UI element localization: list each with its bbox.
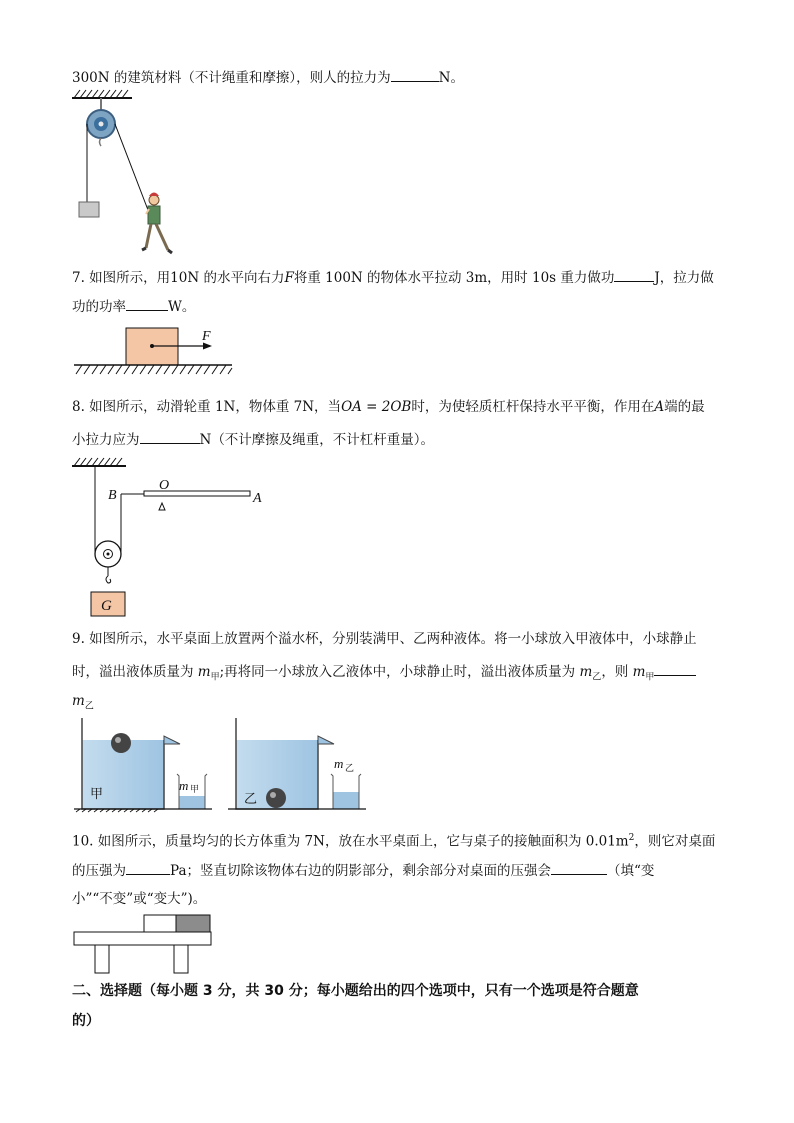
q7-text-d: 功的功率: [72, 299, 126, 315]
cup-jia-label: 甲: [90, 787, 104, 802]
force-F-label: F: [202, 329, 211, 344]
q10-line1: [72, 829, 715, 851]
q7-line1: [72, 267, 714, 287]
cup-yi-label: 乙: [244, 792, 258, 807]
beaker-m-label: m: [334, 756, 344, 771]
answer-blank[interactable]: [551, 860, 607, 875]
q10-superscript: 2: [628, 833, 635, 843]
q10-text-d: Pa；竖直切除该物体右边的阴影部分，剩余部分对桌面的压强会: [170, 863, 552, 879]
q6-pulley-figure: [70, 90, 190, 260]
q9-text-d: ，则: [601, 664, 629, 680]
q9-line3: [72, 692, 94, 716]
subscript-jia: 甲: [210, 672, 220, 683]
q10-text-c: 的压强为: [72, 863, 126, 879]
answer-blank[interactable]: [140, 429, 200, 444]
answer-blank[interactable]: [391, 67, 439, 82]
answer-blank[interactable]: [126, 860, 170, 875]
q10-line2: [72, 860, 654, 880]
q9-line1: [72, 630, 697, 648]
var-m: m: [72, 693, 85, 709]
point-A-label: A: [253, 491, 262, 506]
answer-blank[interactable]: [614, 267, 654, 282]
q10-text-f: 小”“不变”或“变大”)。: [72, 891, 207, 907]
q7-line2: [72, 296, 195, 316]
answer-blank[interactable]: [654, 661, 696, 676]
q7-text-a: 7. 如图所示，用10N 的水平向右力: [72, 270, 285, 286]
point-O-label: O: [159, 478, 170, 493]
subscript-jia: 甲: [645, 672, 655, 683]
point-B-label: B: [108, 488, 117, 503]
var-m: m: [197, 664, 211, 680]
q8-lever-figure: [70, 458, 270, 620]
person-icon: [142, 193, 172, 254]
q9-text-b: 时，溢出液体质量为: [72, 664, 194, 680]
q10-text-b: ，则它对桌面: [634, 833, 716, 850]
section-heading: [72, 980, 639, 1032]
var-m: m: [579, 664, 593, 680]
q7-text-b: 将重 100N 的物体水平拉动 3m，用时 10s 重力做功: [293, 270, 615, 286]
q8-text-a: 8. 如图所示，动滑轮重 1N，物体重 7N，当: [72, 399, 342, 415]
q8-equation: OA = 2OB: [341, 399, 412, 415]
q7-text-c: J，拉力做: [654, 270, 714, 286]
q9-line2: [72, 661, 696, 687]
q8-text-d: 小拉力应为: [72, 432, 140, 448]
q8-text-b: 时，为使轻质杠杆保持水平平衡，作用在: [411, 399, 655, 415]
var-F: F: [284, 270, 294, 286]
q7-text-e: W。: [168, 299, 196, 315]
q6-text-a: 300N 的建筑材料（不计绳重和摩擦），则人的拉力为: [72, 70, 391, 86]
q9-text-a: 9. 如图所示，水平桌面上放置两个溢水杯，分别装满甲、乙两种液体。将一小球放入甲液体中，小球静止: [72, 631, 697, 647]
q8-line2: [72, 429, 434, 449]
subscript-yi: 乙: [592, 672, 602, 683]
q10-table-figure: [72, 913, 214, 975]
q9-text-c: ;再将同一小球放入乙液体中，小球静止时，溢出液体质量为: [219, 664, 576, 680]
weight-G-label: G: [101, 598, 112, 614]
section-heading-line1: 二、选择题（每小题 3 分，共 30 分；每小题给出的四个选项中，只有一个选项是符合题意: [72, 983, 639, 999]
q9-overflow-cups-figure: [72, 716, 372, 812]
beaker-jia-sub: 甲: [190, 785, 200, 795]
q6-text: [72, 67, 464, 87]
q8-line1: [72, 398, 705, 416]
beaker-m-label: m: [179, 778, 189, 793]
var-m: m: [632, 664, 646, 680]
q10-line3: [72, 890, 206, 908]
beaker-yi-sub: 乙: [345, 764, 355, 774]
subscript-yi: 乙: [84, 701, 94, 712]
answer-blank[interactable]: [126, 296, 168, 311]
q6-text-b: N。: [438, 70, 464, 86]
var-A: A: [654, 399, 665, 415]
q8-text-e: N（不计摩擦及绳重，不计杠杆重量）。: [199, 432, 435, 448]
section-heading-line2: 的）: [72, 1013, 100, 1029]
q10-text-e: （填“变: [607, 863, 655, 879]
q10-text-a: 10. 如图所示，质量均匀的长方体重为 7N，放在水平桌面上，它与桌子的接触面积为 0.01m: [72, 833, 629, 850]
q8-text-c: 端的最: [664, 399, 705, 415]
q7-block-figure: [72, 324, 237, 376]
